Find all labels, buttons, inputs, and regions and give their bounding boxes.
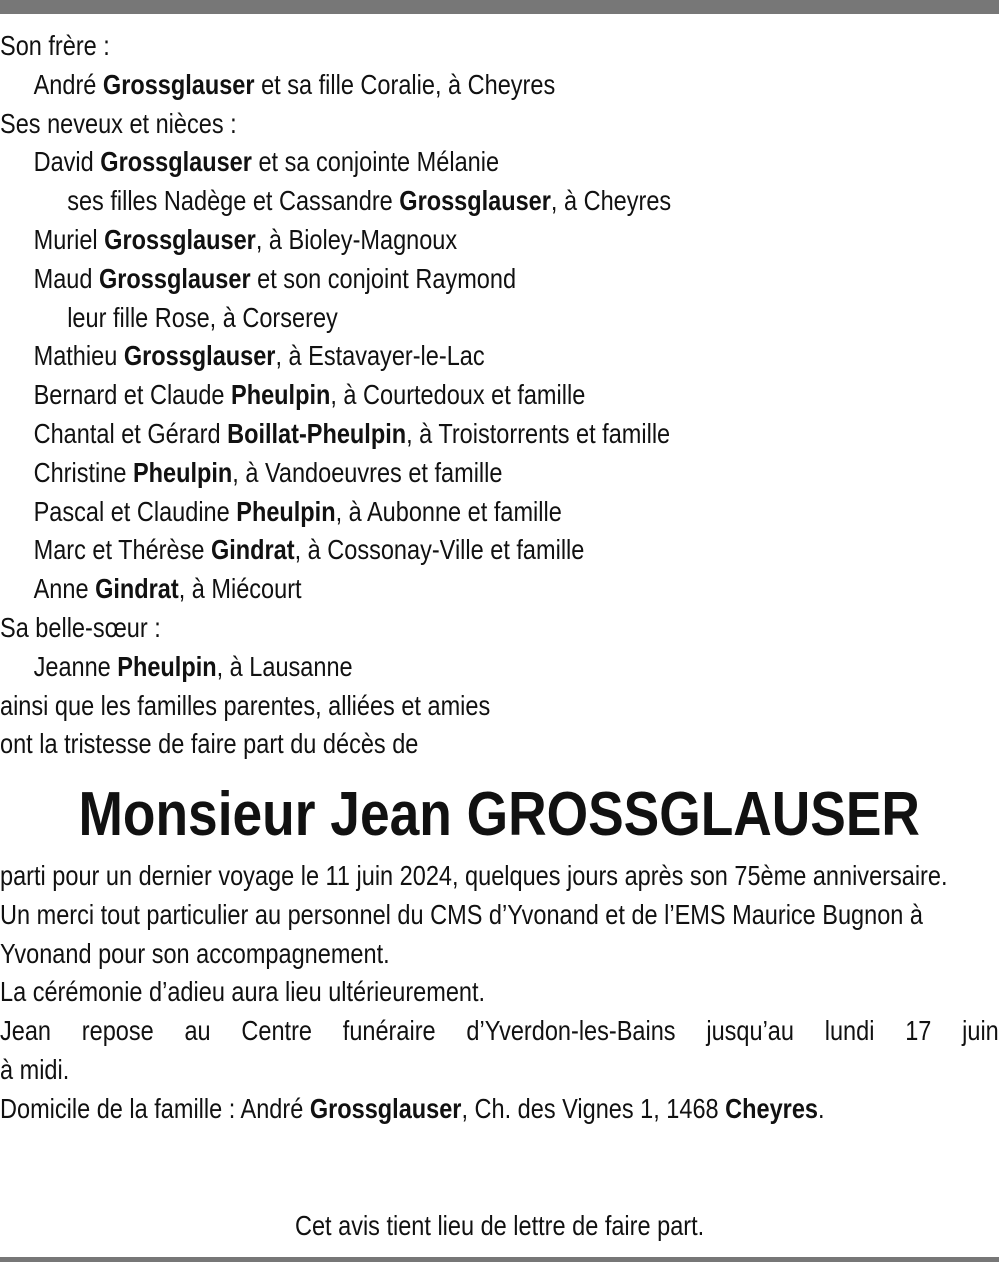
ceremony-paragraph: La cérémonie d’adieu aura lieu ultérieurement. bbox=[0, 976, 486, 1008]
family-heading-brother: Son frère : bbox=[0, 30, 110, 61]
family-line: Muriel Grossglauser, à Bioley-Magnoux bbox=[33, 223, 458, 255]
family-line: ses filles Nadège et Cassandre Grossglauser, à Cheyres bbox=[67, 185, 672, 217]
bottom-rule bbox=[0, 1257, 999, 1262]
rest-place-line-2: à midi. bbox=[0, 1053, 70, 1085]
family-closing-line: ainsi que les familles parentes, alliées et amies bbox=[0, 689, 491, 721]
family-list bbox=[0, 27, 839, 764]
family-line: Anne Gindrat, à Miécourt bbox=[33, 573, 302, 605]
family-line: Maud Grossglauser et son conjoint Raymond bbox=[33, 262, 517, 294]
family-heading-nephews: Ses neveux et nièces : bbox=[0, 107, 237, 139]
family-line: Christine Pheulpin, à Vandoeuvres et famille bbox=[33, 456, 503, 488]
family-line: leur fille Rose, à Corserey bbox=[67, 301, 338, 333]
deceased-name: Monsieur Jean GROSSGLAUSER bbox=[78, 780, 921, 849]
family-line: David Grossglauser et sa conjointe Mélanie bbox=[33, 146, 500, 178]
family-line: Jeanne Pheulpin, à Lausanne bbox=[33, 650, 353, 682]
footer-note: Cet avis tient lieu de lettre de faire part. bbox=[294, 1210, 705, 1241]
family-line: Pascal et Claudine Pheulpin, à Aubonne et famille bbox=[33, 495, 562, 527]
family-line: Bernard et Claude Pheulpin, à Courtedoux et famille bbox=[33, 379, 586, 411]
thanks-paragraph: Un merci tout particulier au personnel du CMS d’Yvonand et de l’EMS Maurice Bugnon à Yvonand pour son accompagnement. bbox=[0, 898, 924, 969]
departure-paragraph: parti pour un dernier voyage le 11 juin 2024, quelques jours après son 75ème anniversaire. bbox=[0, 860, 948, 891]
announcement-body bbox=[0, 857, 999, 1129]
family-heading-sister-in-law: Sa belle-sœur : bbox=[0, 611, 161, 643]
family-line: Mathieu Grossglauser, à Estavayer-le-Lac bbox=[33, 340, 485, 372]
family-line: Marc et Thérèse Gindrat, à Cossonay-Ville et famille bbox=[33, 534, 585, 566]
top-rule bbox=[0, 0, 999, 14]
announcement-line: ont la tristesse de faire part du décès de bbox=[0, 728, 419, 760]
family-domicile: Domicile de la famille : André Grossglauser, Ch. des Vignes 1, 1468 Cheyres. bbox=[0, 1092, 825, 1124]
rest-place-line: Jean repose au Centre funéraire d’Yverdon-les-Bains jusqu’au lundi 17 juin bbox=[0, 1015, 999, 1047]
family-line: Chantal et Gérard Boillat-Pheulpin, à Troistorrents et famille bbox=[33, 417, 671, 449]
family-line: André Grossglauser et sa fille Coralie, à Cheyres bbox=[33, 68, 556, 100]
